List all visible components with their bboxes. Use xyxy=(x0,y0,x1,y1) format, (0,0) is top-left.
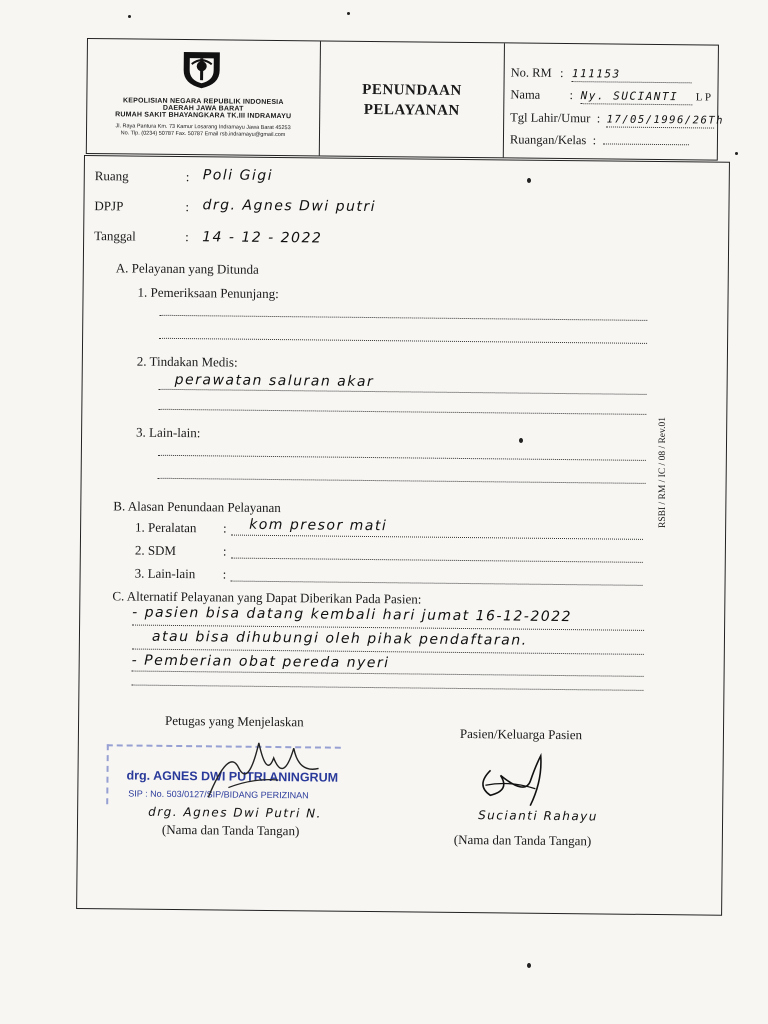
nama-value: Ny. SUCIANTI xyxy=(580,89,679,104)
c-line-3: - Pemberian obat pereda nyeri xyxy=(131,652,390,672)
colon: : xyxy=(185,199,190,215)
form-title-line-1: PENUNDAAN xyxy=(362,81,462,99)
form-header xyxy=(86,38,725,161)
sex-value: L P xyxy=(695,91,712,104)
tanggal-label: Tanggal xyxy=(94,228,136,244)
b3-label: 3. Lain-lain xyxy=(134,565,196,582)
b1-label: 1. Peralatan xyxy=(135,519,197,536)
dotted-line xyxy=(231,558,643,563)
speck xyxy=(735,152,738,155)
doctor-stamp-sip: SIP : No. 503/0127/SIP/BIDANG PERIZINAN xyxy=(128,788,309,801)
dotted-line xyxy=(231,535,643,540)
officer-signature-icon xyxy=(198,737,339,808)
tanggal-value: 14 - 12 - 2022 xyxy=(202,229,323,247)
tgl-lahir-value: 17/05/1996/26Th xyxy=(606,113,725,127)
patient-caption: (Nama dan Tanda Tangan) xyxy=(453,831,592,849)
dotted-line xyxy=(159,389,647,395)
colon: : xyxy=(592,133,597,148)
nama-field xyxy=(581,88,693,105)
dotted-line xyxy=(159,338,647,344)
colon: : xyxy=(222,566,227,582)
dotted-line xyxy=(158,478,646,484)
colon: : xyxy=(185,169,190,185)
speck xyxy=(527,963,531,968)
section-b-heading: B. Alasan Penundaan Pelayanan xyxy=(113,498,281,516)
form-body xyxy=(76,155,730,916)
dotted-line xyxy=(132,671,644,677)
colon: : xyxy=(559,65,564,80)
ruangan-row xyxy=(510,132,689,149)
org-line-1: KEPOLISIAN NEGARA REPUBLIK INDONESIA xyxy=(123,97,284,107)
c-line-1: - pasien bisa datang kembali hari jumat 16-12-2022 xyxy=(132,604,573,626)
colon: : xyxy=(222,543,227,559)
a2-label: 2. Tindakan Medis: xyxy=(136,353,238,370)
dpjp-label: DPJP xyxy=(94,198,124,214)
section-c-heading: C. Alternatif Pelayanan yang Dapat Diberikan Pada Pasien: xyxy=(112,588,422,607)
patient-signature-icon xyxy=(470,750,571,811)
title-block xyxy=(320,41,505,157)
a3-label: 3. Lain-lain: xyxy=(136,424,201,441)
ruang-label: Ruang xyxy=(94,168,129,184)
section-a-heading: A. Pelayanan yang Ditunda xyxy=(115,260,259,277)
no-rm-label: No. RM xyxy=(510,65,552,80)
org-line-2: DAERAH JAWA BARAT xyxy=(162,104,244,113)
colon: : xyxy=(596,111,601,126)
officer-handwritten-name: drg. Agnes Dwi Putri N. xyxy=(148,804,323,821)
patient-handwritten-name: Sucianti Rahayu xyxy=(478,808,599,824)
institution-block xyxy=(87,39,321,155)
dpjp-value: drg. Agnes Dwi putri xyxy=(202,197,377,216)
ruang-value: Poli Gigi xyxy=(202,167,274,184)
dotted-line xyxy=(158,409,646,415)
ruangan-field xyxy=(603,143,689,145)
a1-label: 1. Pemeriksaan Penunjang: xyxy=(137,284,279,302)
speck xyxy=(347,12,350,15)
nama-label: Nama xyxy=(510,87,541,102)
patient-title: Pasien/Keluarga Pasien xyxy=(459,725,583,743)
officer-caption: (Nama dan Tanda Tangan) xyxy=(161,821,300,839)
a2-value: perawatan saluran akar xyxy=(174,371,375,391)
c-line-2: atau bisa dihubungi oleh pihak pendaftaran. xyxy=(151,628,528,649)
dotted-line xyxy=(131,685,643,691)
tgl-lahir-row xyxy=(510,110,725,128)
doctor-stamp-name: drg. AGNES DWI PUTRI ANINGRUM xyxy=(126,768,339,785)
colon: : xyxy=(569,88,574,103)
no-rm-field xyxy=(572,66,692,83)
dotted-line xyxy=(231,581,643,586)
tgl-lahir-field xyxy=(606,111,725,128)
form-title-line-2: PELAYANAN xyxy=(363,101,460,119)
address-line-1: Jl. Raya Pantura Km. 73 Kamur Losarang Indramayu Jawa Barat 45253 xyxy=(115,123,291,132)
address-line-2: No. Tlp. (0234) 50787 Fax. 50787 Email rsb.indramayu@gmail.com xyxy=(120,130,286,139)
nama-row xyxy=(510,87,711,105)
speck xyxy=(128,15,131,18)
dotted-line xyxy=(158,455,646,461)
org-line-3: RUMAH SAKIT BHAYANGKARA TK.III INDRAMAYU xyxy=(115,111,292,121)
patient-id-block xyxy=(504,43,725,159)
b2-label: 2. SDM xyxy=(134,542,177,558)
dotted-line xyxy=(159,315,647,321)
tgl-lahir-label: Tgl Lahir/Umur xyxy=(510,110,591,126)
b1-value: kom presor mati xyxy=(249,516,388,535)
no-rm-row xyxy=(511,65,692,83)
officer-title: Petugas yang Menjelaskan xyxy=(165,712,304,730)
colon: : xyxy=(185,229,189,245)
police-emblem-icon xyxy=(179,46,223,90)
colon: : xyxy=(223,520,227,536)
ruangan-label: Ruangan/Kelas xyxy=(509,132,587,148)
no-rm-value: 111153 xyxy=(571,67,621,81)
document-code: RSBI / RM / IC / 08 / Rev.01 xyxy=(658,416,668,528)
